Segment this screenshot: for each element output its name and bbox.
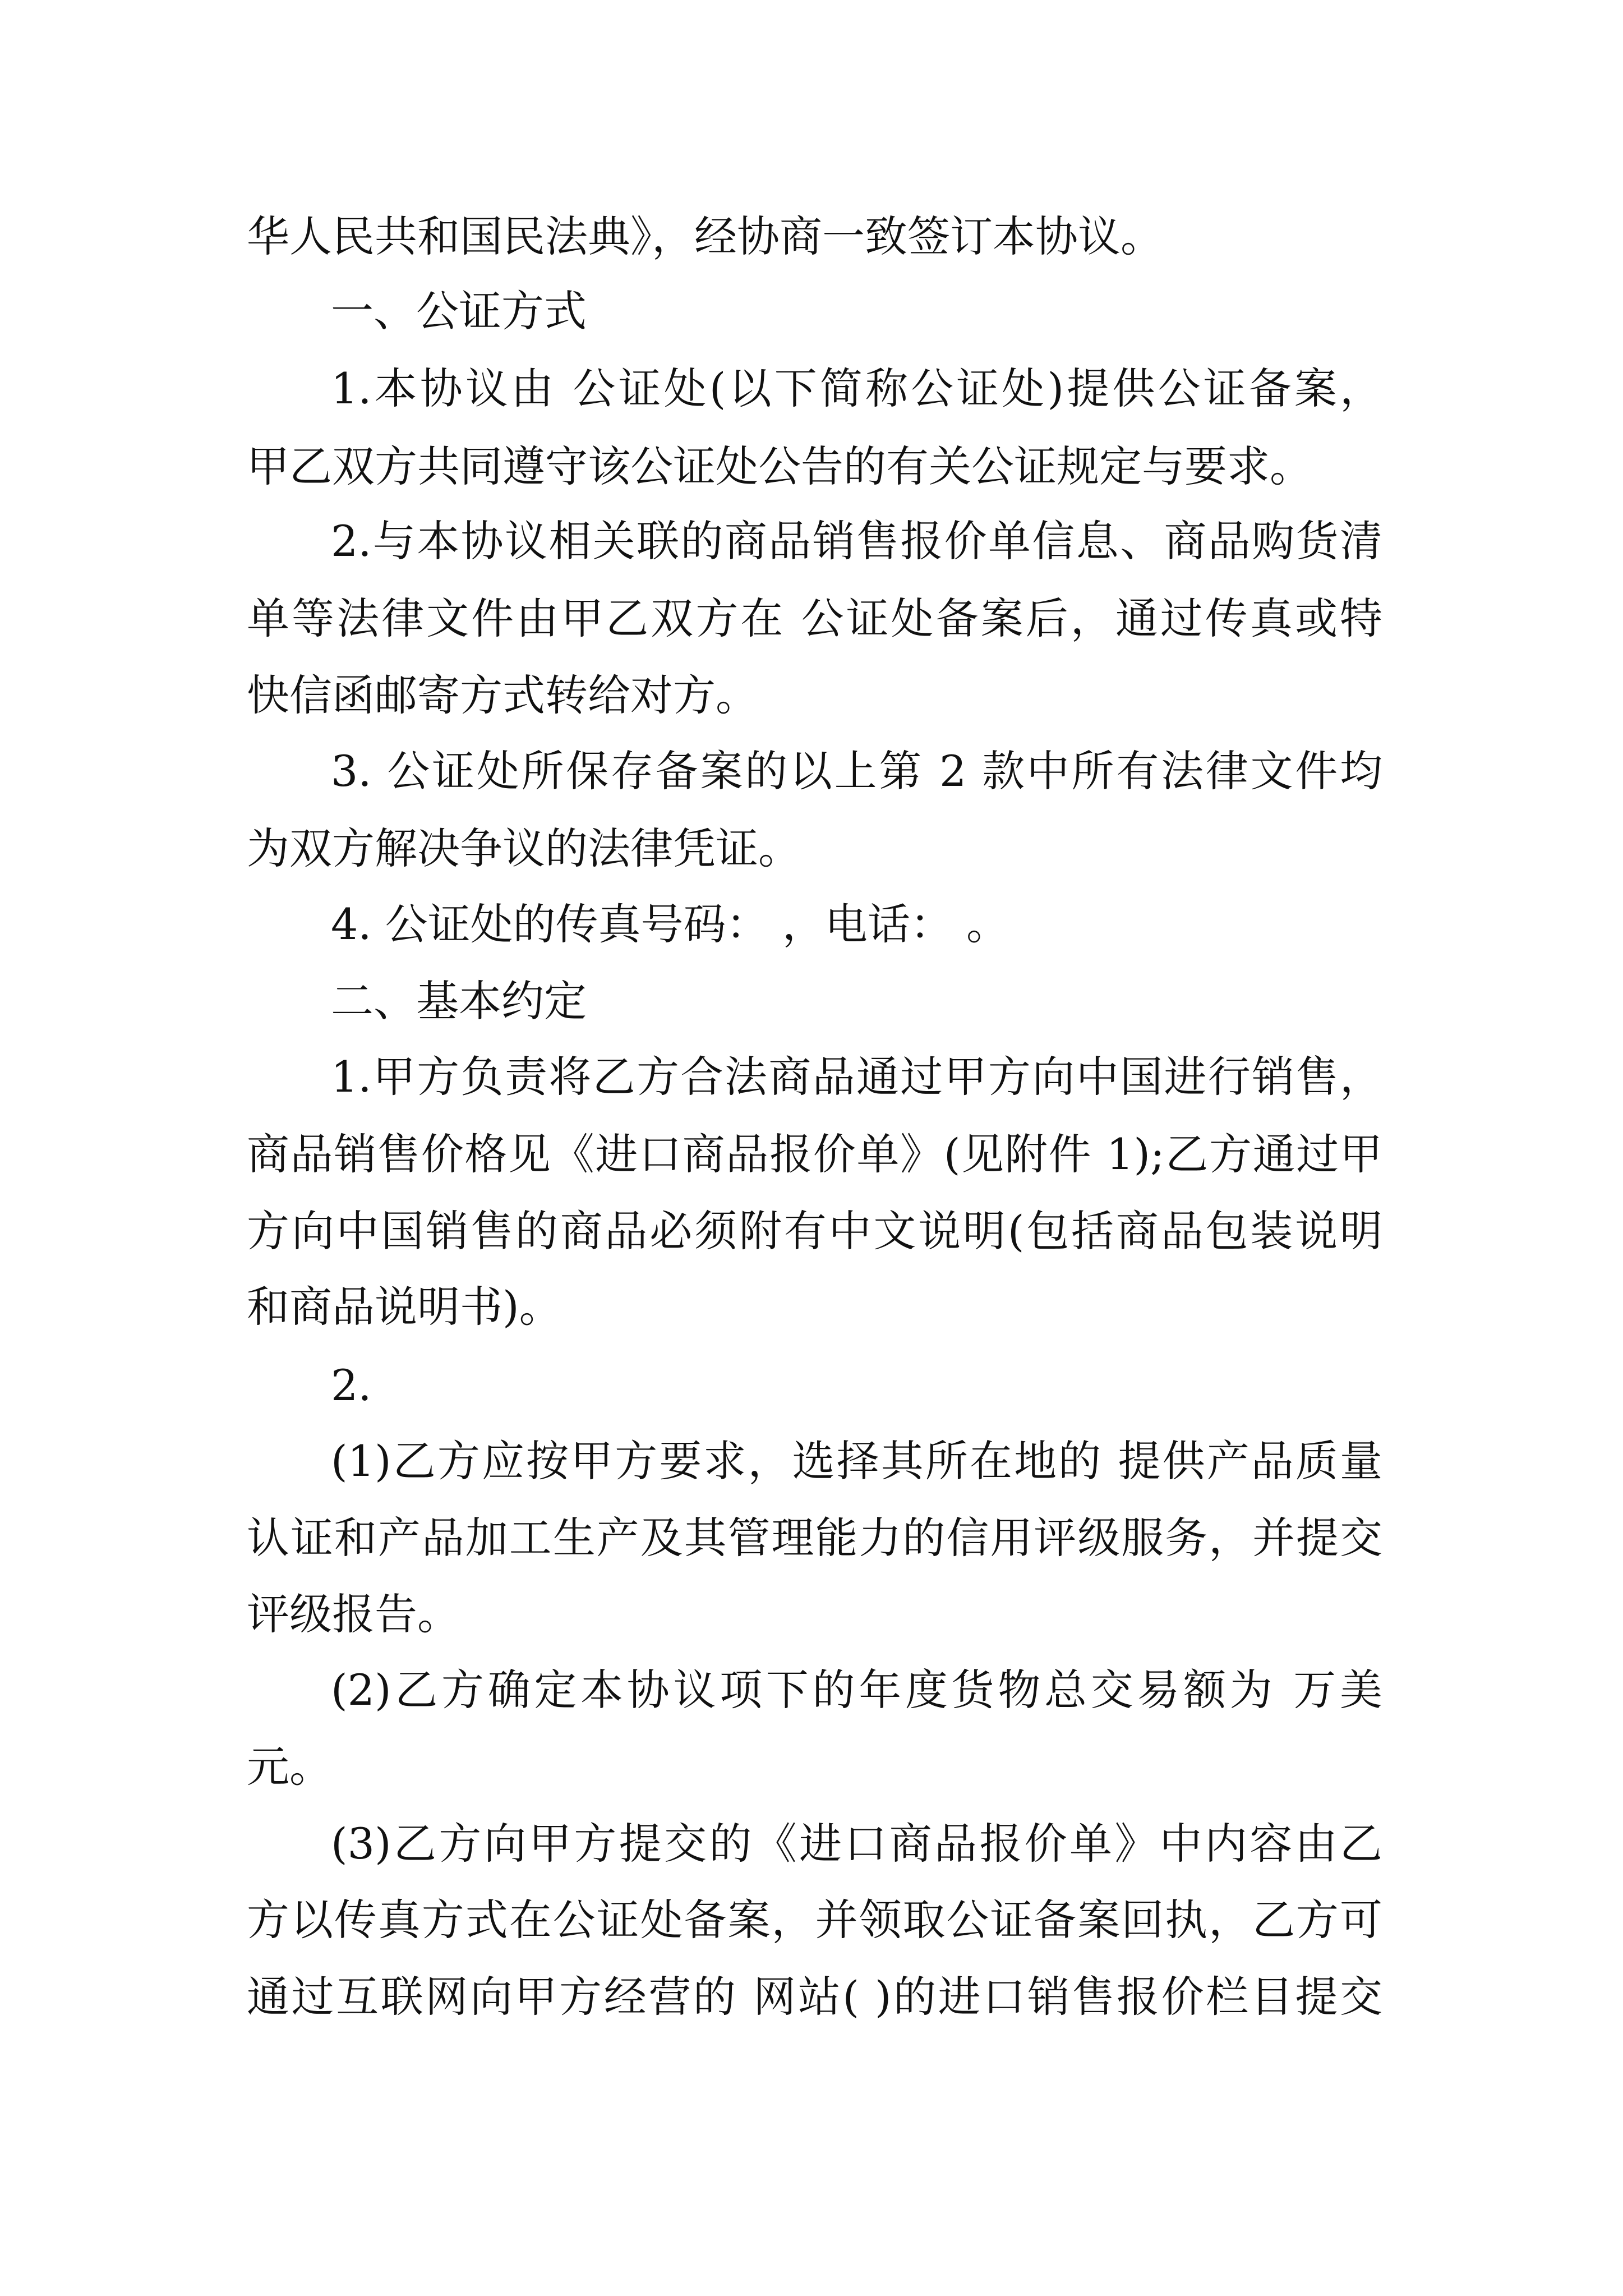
text-line: 方向中国销售的商品必须附有中文说明(包括商品包装说明: [247, 1206, 1382, 1256]
text-line: (3)乙方向甲方提交的《进口商品报价单》中内容由乙: [331, 1819, 1382, 1869]
text-line: 华人民共和国民法典》，经协商一致签订本协议。: [247, 211, 1163, 261]
text-line: 和商品说明书)。: [247, 1282, 562, 1332]
text-line: 为双方解决争议的法律凭证。: [247, 823, 801, 873]
text-line: 评级报告。: [247, 1589, 460, 1639]
text-line: (1)乙方应按甲方要求，选择其所在地的 提供产品质量: [331, 1436, 1382, 1486]
section-heading: 二、基本约定: [331, 976, 587, 1026]
text-line: 商品销售价格见《进口商品报价单》(见附件 1);乙方通过甲: [247, 1129, 1382, 1179]
text-line: (2)乙方确定本协议项下的年度货物总交易额为 万美: [331, 1665, 1382, 1715]
section-heading: 一、公证方式: [331, 286, 587, 336]
text-line: 单等法律文件由甲乙双方在 公证处备案后，通过传真或特: [247, 593, 1382, 643]
text-line: 元。: [247, 1742, 332, 1792]
text-line: 认证和产品加工生产及其管理能力的信用评级服务，并提交: [247, 1513, 1382, 1563]
text-line: 1.本协议由 公证处(以下简称公证处)提供公证备案，: [331, 364, 1382, 413]
text-line: 方以传真方式在公证处备案，并领取公证备案回执，乙方可: [247, 1895, 1382, 1945]
text-line: 4. 公证处的传真号码： ，电话： 。: [331, 899, 1009, 949]
text-line: 通过互联网向甲方经营的 网站( )的进口销售报价栏目提交: [247, 1972, 1382, 2022]
text-line: 3. 公证处所保存备案的以上第 2 款中所有法律文件均: [331, 746, 1382, 796]
text-line: 甲乙双方共同遵守该公证处公告的有关公证规定与要求。: [247, 441, 1312, 491]
text-line: 快信函邮寄方式转给对方。: [247, 670, 758, 720]
text-line: 2.与本协议相关联的商品销售报价单信息、商品购货清: [331, 516, 1382, 566]
text-line: 1.甲方负责将乙方合法商品通过甲方向中国进行销售，: [331, 1052, 1382, 1102]
text-line: 2.: [331, 1360, 372, 1410]
